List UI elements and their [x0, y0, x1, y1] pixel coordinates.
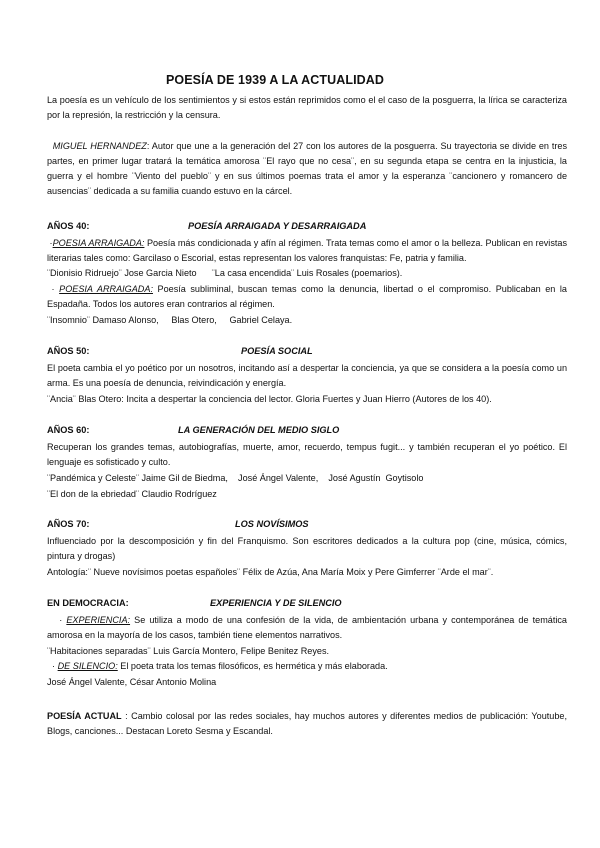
document-title [0, 73, 600, 87]
experiencia-text: Se utiliza a modo de una confesión de la vida, de ambientación urbana y contemporánea de temática amorosa en la mayoría de los casos, también tiene elementos narrativos. [47, 615, 567, 640]
s60-theme: LA GENERACIÓN DEL MEDIO SIGLO [178, 425, 340, 435]
actual-paragraph [47, 709, 567, 739]
s70-text: Influenciado por la descomposición y fin del Franquismo. Son escritores dedicados a la cultura pop (cine, música, cómics, pintura y drogas) [47, 536, 567, 561]
s70-anthology: Antología:¨ Nueve novísimos poetas españoles¨ Félix de Azúa, Ana María Moix y Pere Gimferrer ¨Arde el mar¨. [47, 567, 494, 577]
actual-heading: POESÍA ACTUAL [47, 711, 122, 721]
s40-desarraigada-text: Poesía subliminal, buscan temas como la denuncia, libertad o el compromiso. Publicaban en la Espadaña. Todos los autores eran contrarios al régimen. [47, 284, 567, 309]
title-text: POESÍA DE 1939 A LA ACTUALIDAD [165, 73, 385, 87]
s60-authors-2: ¨El don de la ebriedad¨ Claudio Rodríguez [47, 489, 217, 499]
s50-decade: AÑOS 50: [47, 346, 90, 356]
s40-arraigada-text: Poesía más condicionada y afín al régimen. Trata temas como el amor o la belleza. Publican en revistas literarias tales como: Garcilaso o Escorial, estas representan los valores franquistas: Fe, patria y familia. [47, 238, 567, 263]
hernandez-name: MIGUEL HERNANDEZ [52, 141, 147, 151]
s50-text: El poeta cambia el yo poético por un nosotros, incitando así a despertar la conciencia, ya que se considera a la poesía como un arma. Es una poesía de denuncia, reivindicación y energía. [47, 363, 567, 388]
s50-authors: ¨Ancia¨ Blas Otero: Incita a despertar la conciencia del lector. Gloria Fuertes y Juan Hierro (Autores de los 40). [47, 394, 492, 404]
silencio-text: El poeta trata los temas filosóficos, es hermética y más elaborada. [117, 661, 388, 671]
s40-decade: AÑOS 40: [47, 221, 90, 231]
s60-authors-1: ¨Pandémica y Celeste¨ Jaime Gil de Biedma, José Ángel Valente, José Agustín Goytisolo [47, 473, 424, 483]
silencio-label: DE SILENCIO: [57, 661, 118, 671]
s60-text: Recuperan los grandes temas, autobiografías, muerte, amor, recuerdo, tempus fugit... y también recuperan el yo poético. El lenguaje es sofisticado y culto. [47, 442, 567, 467]
actual-text: : Cambio colosal por las redes sociales, hay muchos autores y diferentes medios de publicación: Youtube, Blogs, canciones... Destacan Loreto Sesma y Escandal. [47, 711, 567, 736]
democracia-silencio: · DE SILENCIO: El poeta trata los temas filosóficos, es hermética y más elaborada. [47, 661, 388, 671]
intro-paragraph: La poesía es un vehículo de los sentimientos y si estos están reprimidos como el el caso de la posguerra, la lírica se caracteriza por la represión, la restricción y la censura. [47, 95, 567, 120]
s40-arraigada-authors: ¨Dionisio Ridruejo¨ Jose Garcia Nieto ¨La casa encendida¨ Luis Rosales (poemarios). [47, 268, 403, 278]
democracia-experiencia: · EXPERIENCIA: Se utiliza a modo de una confesión de la vida, de ambientación urbana y contemporánea de temática amorosa en la mayoría de los casos, también tiene elementos narrativos. [47, 615, 567, 640]
s70-theme: LOS NOVÍSIMOS [235, 519, 309, 529]
s40-desarraigada-authors: ¨Insomnio¨ Damaso Alonso, Blas Otero, Gabriel Celaya. [47, 315, 293, 325]
experiencia-label: EXPERIENCIA: [66, 615, 131, 625]
s60-decade: AÑOS 60: [47, 425, 90, 435]
democracia-theme: EXPERIENCIA Y DE SILENCIO [210, 598, 342, 608]
hernandez-text: : Autor que une a la generación del 27 con los autores de la posguerra. Su trayectoria se divide en tres partes, en primer lugar tratará la temática amorosa ¨El rayo que no cesa¨, en su segunda etapa se centra en la injusticia, la guerra y el hombre ¨Viento del pueblo¨ y en sus últimos poemas trata el amor y la esperanza ¨cancionero y romancero de ausencias¨ dedicada a su familia cuando estuvo en la cárcel. [47, 141, 567, 196]
s50-theme: POESÍA SOCIAL [241, 346, 313, 356]
s40-desarraigada: · POESIA ARRAIGADA: Poesía subliminal, buscan temas como la denuncia, libertad o el compromiso. Publicaban en la Espadaña. Todos los autores eran contrarios al régimen. [47, 284, 567, 309]
s40-desarraigada-label: POESIA ARRAIGADA: [59, 284, 153, 294]
democracia-heading: EN DEMOCRACIA: [47, 598, 129, 608]
experiencia-authors: ¨Habitaciones separadas¨ Luis García Montero, Felipe Benitez Reyes. [47, 646, 330, 656]
s70-decade: AÑOS 70: [47, 519, 90, 529]
s40-theme: POESÍA ARRAIGADA Y DESARRAIGADA [188, 221, 367, 231]
s40-arraigada: ·POESIA ARRAIGADA: Poesía más condicionada y afín al régimen. Trata temas como el amor o la belleza. Publican en revistas literarias tales como: Garcilaso o Escorial, estas representan los valores franquistas: Fe, patria y familia. [47, 238, 567, 263]
s40-arraigada-label: POESIA ARRAIGADA: [52, 238, 145, 248]
hernandez-paragraph [47, 139, 567, 199]
silencio-authors: José Ángel Valente, César Antonio Molina [47, 677, 217, 687]
